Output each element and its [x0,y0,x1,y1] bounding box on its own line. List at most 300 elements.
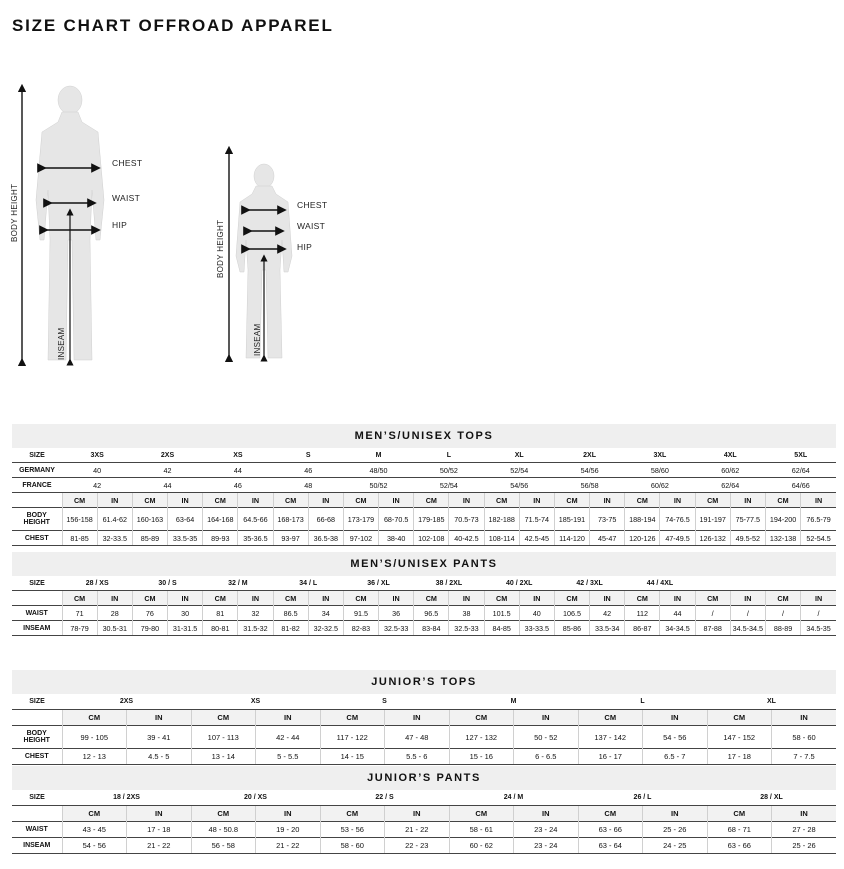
france-cell: 46 [203,478,273,493]
unit-cm: CM [62,493,97,508]
germany-cell: 48/50 [343,463,413,478]
junior-pants-inseam-row [12,838,836,854]
table-cell: 75-77.5 [730,508,765,531]
unit-in: IN [97,493,132,508]
table-cell: 82-83 [343,621,378,636]
unit-in: IN [519,591,554,606]
table-cell: 17 - 18 [707,749,772,765]
size-xs: XS [233,451,243,459]
unit-in: IN [168,493,203,508]
germany-cell: 54/56 [554,463,624,478]
table-cell: 28 [97,606,132,621]
unit-row-spacer [12,710,62,726]
body-measurement-figures [0,80,420,370]
unit-in: IN [385,710,450,726]
germany-cell: 40 [62,463,132,478]
table-cell: 73-75 [590,508,625,531]
size-xs: XS [250,698,261,705]
size-38-2xl: 38 / 2XL [435,579,463,587]
unit-cm: CM [273,591,308,606]
unit-in: IN [643,710,708,726]
table-cell: 23 - 24 [514,838,579,854]
table-cell: 160-163 [132,508,167,531]
junior-waist-label: WAIST [297,221,326,231]
size-l: L [640,698,645,705]
mens-tops-body-height-row [12,508,836,531]
table-cell: 42 - 44 [256,726,321,749]
unit-in: IN [97,591,132,606]
table-cell: 24 - 25 [643,838,708,854]
table-cell: 114-120 [554,531,589,546]
adult-inseam-label: INSEAM [57,327,66,360]
table-cell: 85-86 [554,621,589,636]
size-3xl: 3XL [653,451,667,459]
table-cell: 86-87 [625,621,660,636]
unit-cm: CM [191,710,256,726]
table-cell: 19 - 20 [256,822,321,838]
row-label-line: BODY [26,730,47,737]
table-cell: 38-40 [379,531,414,546]
size-2xs: 2XS [119,698,134,705]
table-cell: 47-49.5 [660,531,695,546]
size-28-xl: 28 / XL [760,794,783,801]
table-cell: 36 [379,606,414,621]
table-cell: 45-47 [590,531,625,546]
junior-pants-section [12,766,836,854]
unit-cm: CM [484,591,519,606]
unit-in: IN [168,591,203,606]
table-cell: 38 [449,606,484,621]
france-cell: 56/58 [554,478,624,493]
table-cell: 50 - 52 [514,726,579,749]
table-cell: 93-97 [273,531,308,546]
row-label [12,606,62,621]
unit-cm: CM [625,493,660,508]
table-cell: 88-89 [765,621,800,636]
size-36-xl: 36 / XL [367,579,390,587]
unit-in: IN [127,806,192,822]
size-44-4xl: 44 / 4XL [646,579,674,587]
germany-label: GERMANY [12,463,62,478]
size-24-m: 24 / M [503,794,524,801]
france-cell: 50/52 [343,478,413,493]
table-cell: 76 [132,606,167,621]
table-cell: 32-33.5 [97,531,132,546]
unit-cm: CM [695,591,730,606]
table-cell: 44 [660,606,695,621]
table-cell: 108-114 [484,531,519,546]
table-cell: 54 - 56 [643,726,708,749]
table-cell: / [730,606,765,621]
unit-in: IN [660,493,695,508]
unit-cm: CM [132,591,167,606]
table-cell: 96.5 [414,606,449,621]
row-label-line: BODY [26,512,47,519]
table-cell: 13 - 14 [191,749,256,765]
table-cell: 36.5-38 [308,531,343,546]
unit-in: IN [308,493,343,508]
unit-cm: CM [554,493,589,508]
row-label-line: HEIGHT [23,737,50,744]
france-cell: 62/64 [695,478,765,493]
france-cell: 64/66 [765,478,836,493]
size-40-2xl: 40 / 2XL [506,579,533,587]
table-cell: 63 - 66 [707,838,772,854]
table-cell: 5 - 5.5 [256,749,321,765]
table-cell: 137 - 142 [578,726,643,749]
unit-cm: CM [414,591,449,606]
size-30-s: 30 / S [158,579,177,587]
table-cell: 35-36.5 [238,531,273,546]
size-26-l: 26 / L [633,794,652,801]
table-cell: 33-33.5 [519,621,554,636]
mens-tops-france-row [12,478,836,493]
table-cell: 61.4-62 [97,508,132,531]
table-cell: 68-70.5 [379,508,414,531]
row-label [12,508,62,531]
table-cell: 101.5 [484,606,519,621]
unit-cm: CM [62,710,127,726]
table-cell: 112 [625,606,660,621]
table-cell: 34-34.5 [660,621,695,636]
table-cell: 40 [519,606,554,621]
table-cell: 182-188 [484,508,519,531]
size-2xs: 2XS [160,451,175,459]
table-cell: 173-179 [343,508,378,531]
table-cell: 16 - 17 [578,749,643,765]
size-xl: XL [767,698,776,705]
table-cell: 15 - 16 [449,749,514,765]
mens-tops-title: MEN’S/UNISEX TOPS [12,424,836,448]
unit-cm: CM [484,493,519,508]
junior-pants-table [12,790,836,854]
germany-cell: 62/64 [765,463,836,478]
table-cell: 71.5-74 [519,508,554,531]
germany-cell: 60/62 [695,463,765,478]
table-cell: 32-32.5 [308,621,343,636]
unit-row-spacer [12,591,62,606]
junior-tops-chest-row [12,749,836,765]
table-cell: 58 - 60 [772,726,837,749]
unit-cm: CM [191,806,256,822]
table-cell: 33.5-35 [168,531,203,546]
unit-cm: CM [554,591,589,606]
unit-in: IN [519,493,554,508]
table-cell: 34.5-35 [801,621,836,636]
table-cell: 63-64 [168,508,203,531]
table-cell: 68 - 71 [707,822,772,838]
table-cell: 66-68 [308,508,343,531]
mens-tops-size-row [12,448,836,463]
unit-in: IN [256,710,321,726]
table-cell: 76.5-79 [801,508,836,531]
table-cell: 30.5-31 [97,621,132,636]
size-5xl: 5XL [794,451,808,459]
body-silhouettes [0,80,420,370]
unit-in: IN [238,493,273,508]
mens-pants-table [12,576,836,636]
unit-row-spacer [12,806,62,822]
table-cell: 70.5-73 [449,508,484,531]
unit-in: IN [772,710,837,726]
france-cell: 44 [132,478,202,493]
junior-pants-unit-row [12,806,836,822]
row-label-line: INSEAM [23,624,51,632]
germany-cell: 50/52 [414,463,484,478]
germany-cell: 52/54 [484,463,554,478]
table-cell: 164-168 [203,508,238,531]
unit-in: IN [590,493,625,508]
table-cell: 21 - 22 [127,838,192,854]
table-cell: 79-80 [132,621,167,636]
table-cell: 53 - 56 [320,822,385,838]
junior-height-label: BODY HEIGHT [216,219,225,278]
table-cell: 188-194 [625,508,660,531]
junior-hip-label: HIP [297,242,313,252]
table-cell: 147 - 152 [707,726,772,749]
row-label-line: WAIST [25,826,48,833]
unit-cm: CM [203,493,238,508]
table-cell: 6.5 - 7 [643,749,708,765]
junior-pants-size-row [12,790,836,806]
size-34-l: 34 / L [299,579,318,587]
unit-cm: CM [765,591,800,606]
unit-in: IN [514,806,579,822]
unit-cm: CM [132,493,167,508]
mens-pants-title: MEN’S/UNISEX PANTS [12,552,836,576]
table-cell: 32.5-33 [449,621,484,636]
junior-chest-label: CHEST [297,200,328,210]
table-cell: 14 - 15 [320,749,385,765]
junior-pants-title: JUNIOR’S PANTS [12,766,836,790]
table-cell: 5.5 - 6 [385,749,450,765]
adult-chest-label: CHEST [112,158,143,168]
mens-tops-chest-row [12,531,836,546]
adult-hip-label: HIP [112,220,128,230]
unit-in: IN [730,493,765,508]
table-cell: 21 - 22 [385,822,450,838]
unit-cm: CM [578,710,643,726]
size-2xl: 2XL [583,451,596,459]
size-label: SIZE [29,698,45,705]
table-cell: 42.5-45 [519,531,554,546]
table-cell: 23 - 24 [514,822,579,838]
unit-in: IN [308,591,343,606]
unit-cm: CM [449,806,514,822]
unit-in: IN [127,710,192,726]
size-blank [765,576,836,591]
unit-row-spacer [12,493,62,508]
france-label: FRANCE [12,478,62,493]
junior-tops-table [12,694,836,765]
adult-waist-label: WAIST [112,193,141,203]
junior-pants-waist-row [12,822,836,838]
table-cell: 156-158 [62,508,97,531]
table-cell: 25 - 26 [643,822,708,838]
junior-inseam-label: INSEAM [253,323,262,356]
size-l: L [446,451,452,459]
table-cell: 102-108 [414,531,449,546]
table-cell: 64.5-66 [238,508,273,531]
table-cell: 63 - 66 [578,822,643,838]
table-cell: 74-76.5 [660,508,695,531]
table-cell: 31.5-32 [238,621,273,636]
table-cell: / [765,606,800,621]
size-20-xs: 20 / XS [244,794,267,801]
table-cell: 87-88 [695,621,730,636]
table-cell: 80-81 [203,621,238,636]
table-cell: 34 [308,606,343,621]
germany-cell: 58/60 [625,463,695,478]
unit-in: IN [643,806,708,822]
junior-tops-body-height-row [12,726,836,749]
unit-in: IN [379,493,414,508]
table-cell: 58 - 60 [320,838,385,854]
table-cell: 39 - 41 [127,726,192,749]
table-cell: 34.5-34.5 [730,621,765,636]
table-cell: 63 - 64 [578,838,643,854]
table-cell: 60 - 62 [449,838,514,854]
mens-tops-table [12,448,836,546]
mens-tops-germany-row [12,463,836,478]
table-cell: 83-84 [414,621,449,636]
unit-cm: CM [203,591,238,606]
page-title: SIZE CHART OFFROAD APPAREL [12,16,334,35]
table-cell: 42 [590,606,625,621]
row-label [12,838,62,854]
table-cell: 127 - 132 [449,726,514,749]
row-label-line: HEIGHT [23,519,50,526]
unit-cm: CM [273,493,308,508]
table-cell: 32.5-33 [379,621,414,636]
row-label [12,531,62,546]
table-cell: 47 - 48 [385,726,450,749]
table-cell: 168-173 [273,508,308,531]
size-xl: XL [514,451,524,459]
table-cell: 120-126 [625,531,660,546]
table-cell: 132-138 [765,531,800,546]
table-cell: 81-82 [273,621,308,636]
table-cell: 21 - 22 [256,838,321,854]
unit-in: IN [385,806,450,822]
unit-cm: CM [343,493,378,508]
junior-tops-unit-row [12,710,836,726]
unit-in: IN [449,493,484,508]
table-cell: 49.5-52 [730,531,765,546]
unit-in: IN [660,591,695,606]
germany-cell: 46 [273,463,343,478]
table-cell: 81-85 [62,531,97,546]
table-cell: 194-200 [765,508,800,531]
unit-cm: CM [62,591,97,606]
table-cell: 17 - 18 [127,822,192,838]
table-cell: 52-54.5 [801,531,836,546]
size-label: SIZE [29,451,45,459]
table-cell: 43 - 45 [62,822,127,838]
table-cell: 185-191 [554,508,589,531]
size-label: SIZE [29,579,45,587]
mens-pants-section [12,552,836,636]
table-cell: 84-85 [484,621,519,636]
table-cell: 126-132 [695,531,730,546]
size-42-3xl: 42 / 3XL [576,579,603,587]
junior-tops-size-row [12,694,836,710]
unit-in: IN [801,493,836,508]
size-28-xs: 28 / XS [85,579,109,587]
table-cell: 179-185 [414,508,449,531]
table-cell: 81 [203,606,238,621]
row-label [12,726,62,749]
table-cell: 4.5 - 5 [127,749,192,765]
table-cell: 58 - 61 [449,822,514,838]
row-label [12,822,62,838]
unit-in: IN [379,591,414,606]
unit-cm: CM [707,806,772,822]
unit-in: IN [801,591,836,606]
table-cell: 32 [238,606,273,621]
mens-tops-unit-row [12,493,836,508]
table-cell: 31-31.5 [168,621,203,636]
size-blank [695,576,765,591]
table-cell: 40-42.5 [449,531,484,546]
table-cell: 85-89 [132,531,167,546]
unit-in: IN [730,591,765,606]
row-label [12,749,62,765]
unit-cm: CM [707,710,772,726]
mens-tops-section [12,424,836,546]
unit-cm: CM [695,493,730,508]
unit-cm: CM [449,710,514,726]
size-m: M [375,451,382,459]
unit-cm: CM [765,493,800,508]
unit-in: IN [449,591,484,606]
table-cell: 12 - 13 [62,749,127,765]
table-cell: 107 - 113 [191,726,256,749]
france-cell: 60/62 [625,478,695,493]
table-cell: 106.5 [554,606,589,621]
unit-in: IN [772,806,837,822]
table-cell: 6 - 6.5 [514,749,579,765]
france-cell: 52/54 [414,478,484,493]
table-cell: / [801,606,836,621]
row-label-line: WAIST [25,609,48,617]
table-cell: 27 - 28 [772,822,837,838]
unit-cm: CM [578,806,643,822]
size-32-m: 32 / M [228,579,248,587]
unit-cm: CM [625,591,660,606]
table-cell: 30 [168,606,203,621]
table-cell: 7 - 7.5 [772,749,837,765]
table-cell: 97-102 [343,531,378,546]
mens-pants-size-row [12,576,836,591]
unit-in: IN [514,710,579,726]
france-cell: 42 [62,478,132,493]
unit-in: IN [238,591,273,606]
row-label-line: CHEST [24,753,49,760]
unit-cm: CM [320,806,385,822]
table-cell: / [695,606,730,621]
size-3xs: 3XS [90,451,104,459]
size-s: S [382,698,387,705]
size-18-2xs: 18 / 2XS [113,794,140,801]
table-cell: 78-79 [62,621,97,636]
size-label: SIZE [29,794,45,801]
unit-in: IN [256,806,321,822]
size-s: S [305,451,311,459]
mens-pants-unit-row [12,591,836,606]
table-cell: 117 - 122 [320,726,385,749]
row-label-line: CHEST [24,534,49,542]
